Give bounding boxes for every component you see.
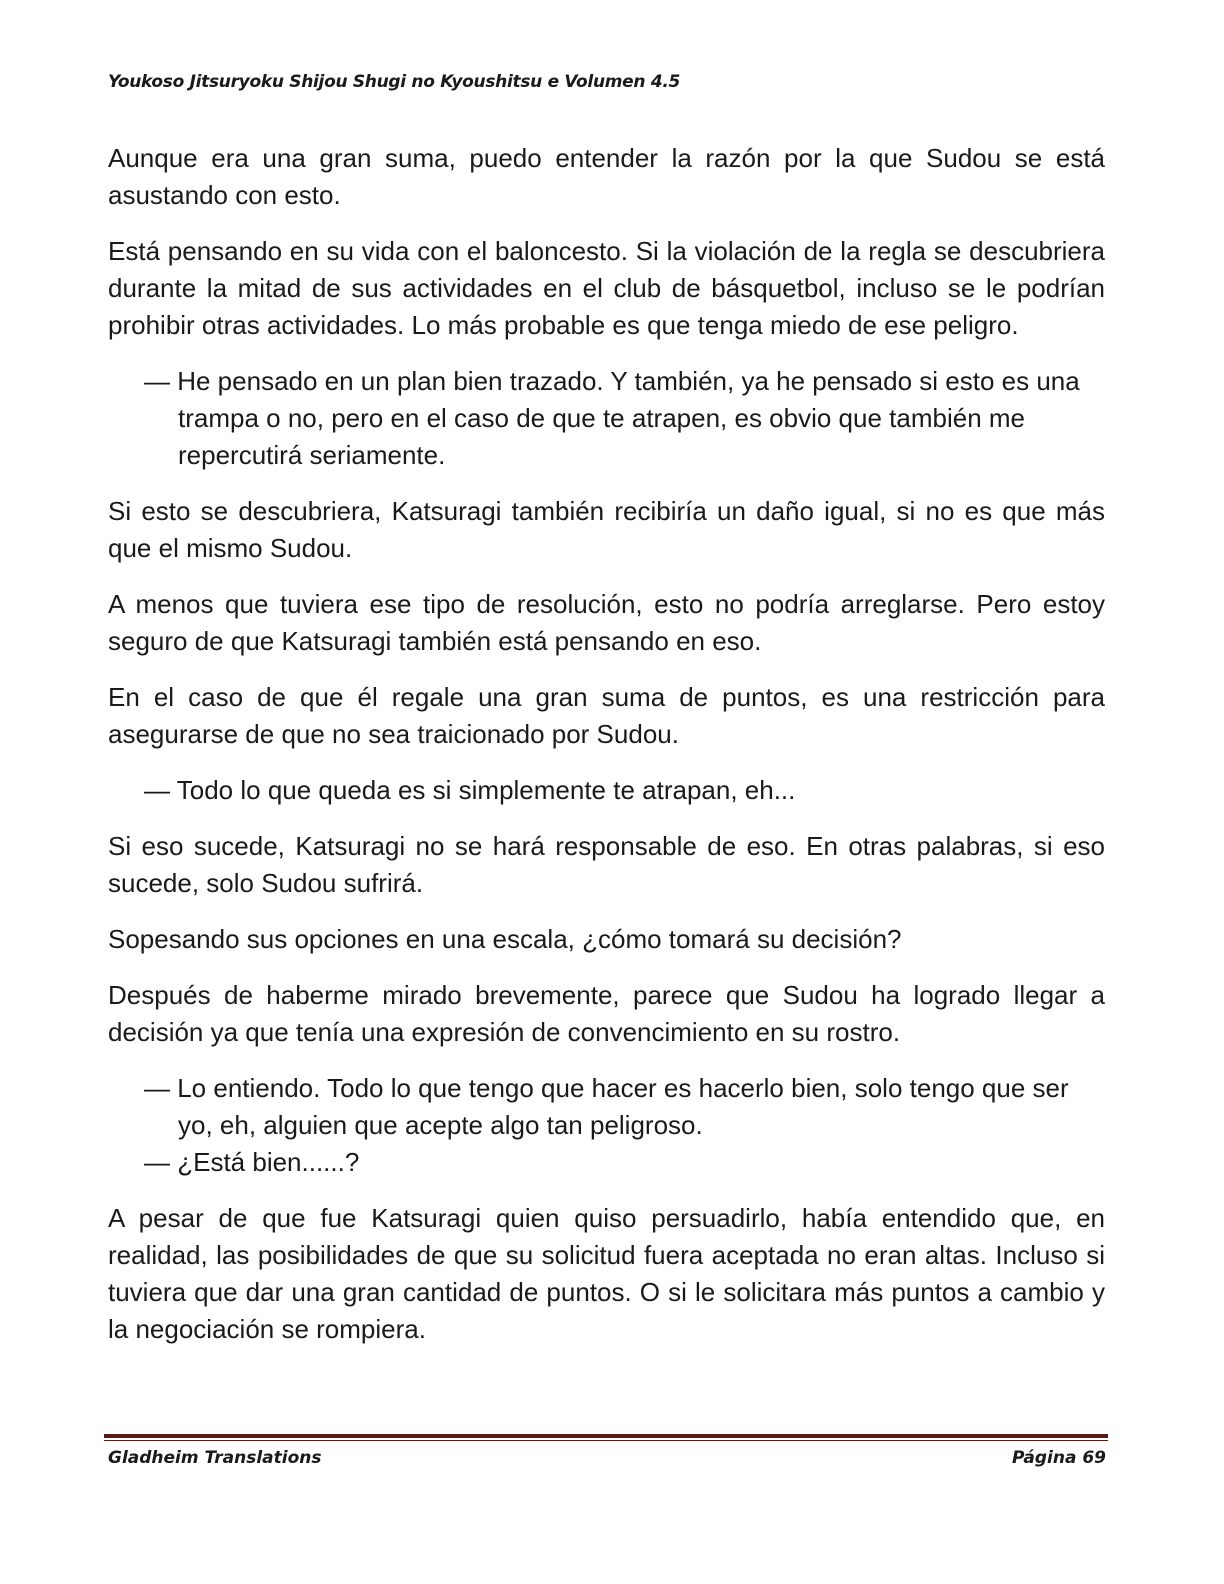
footer-rule-thin	[104, 1440, 1108, 1441]
dialogue-line: — ¿Está bien......?	[144, 1147, 360, 1177]
footer-rule-thick	[104, 1434, 1108, 1438]
dialogue-block	[108, 363, 1105, 474]
dialogue-line: — Todo lo que queda es si simplemente te atrapan, eh...	[144, 775, 796, 805]
paragraph: Después de haberme mirado brevemente, parece que Sudou ha logrado llegar a decisión ya que tenía una expresión de convencimiento en su rostro.	[108, 980, 1105, 1047]
paragraph: Está pensando en su vida con el baloncesto. Si la violación de la regla se descubriera durante la mitad de sus actividades en el club de básquetbol, incluso se le podrían prohibir otras actividades. Lo más probable es que tenga miedo de ese peligro.	[108, 236, 1105, 340]
paragraph: A pesar de que fue Katsuragi quien quiso persuadirlo, había entendido que, en realidad, las posibilidades de que su solicitud fuera aceptada no eran altas. Incluso si tuviera que dar una gran cantidad de puntos. O si le solicitara más puntos a cambio y la negociación se rompiera.	[108, 1203, 1105, 1344]
page-number: Página 69	[1012, 1448, 1106, 1468]
running-header: Youkoso Jitsuryoku Shijou Shugi no Kyoushitsu e Volumen 4.5	[108, 72, 681, 92]
body-text	[108, 140, 1105, 1367]
paragraph: Si esto se descubriera, Katsuragi también recibiría un daño igual, si no es que más que el mismo Sudou.	[108, 496, 1105, 563]
paragraph: A menos que tuviera ese tipo de resolución, esto no podría arreglarse. Pero estoy seguro de que Katsuragi también está pensando en eso.	[108, 589, 1105, 656]
paragraph: Sopesando sus opciones en una escala, ¿cómo tomará su decisión?	[108, 924, 902, 954]
dialogue-line: — Lo entiendo. Todo lo que tengo que hacer es hacerlo bien, solo tengo que ser yo, eh, alguien que acepte algo tan peligroso.	[144, 1073, 1069, 1140]
footer-rule	[104, 1434, 1108, 1442]
paragraph: Aunque era una gran suma, puedo entender la razón por la que Sudou se está asustando con esto.	[108, 143, 1105, 210]
paragraph: Si eso sucede, Katsuragi no se hará responsable de eso. En otras palabras, si eso sucede, solo Sudou sufrirá.	[108, 831, 1105, 898]
dialogue-block	[108, 772, 1105, 809]
footer-credit: Gladheim Translations	[108, 1448, 322, 1468]
paragraph: En el caso de que él regale una gran suma de puntos, es una restricción para asegurarse de que no sea traicionado por Sudou.	[108, 682, 1105, 749]
dialogue-line: — He pensado en un plan bien trazado. Y también, ya he pensado si esto es una trampa o no, pero en el caso de que te atrapen, es obvio que también me repercutirá seriamente.	[144, 366, 1080, 470]
dialogue-block	[108, 1070, 1105, 1181]
